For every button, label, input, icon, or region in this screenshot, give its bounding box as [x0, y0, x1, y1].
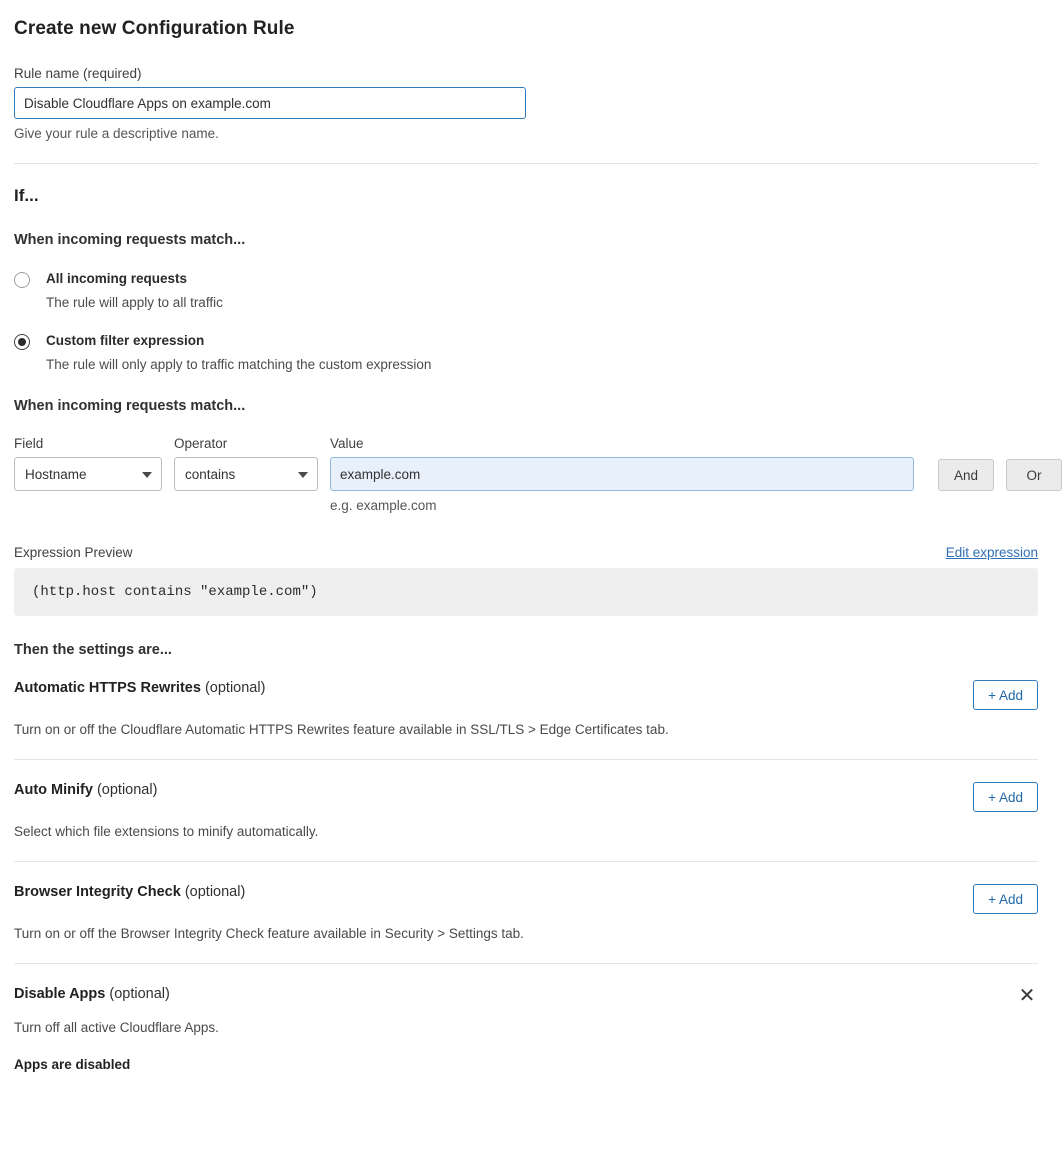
- value-column: [330, 436, 914, 513]
- setting-name-text: Browser Integrity Check: [14, 884, 181, 900]
- setting-optional-text: (optional): [184, 884, 246, 900]
- radio-all-incoming-requests[interactable]: [14, 270, 1038, 310]
- page-title: Create new Configuration Rule: [14, 18, 295, 39]
- setting-title: [14, 680, 265, 696]
- setting-browser-integrity-check: [14, 862, 1038, 941]
- setting-description: Turn on or off the Cloudflare Automatic HTTPS Rewrites feature available in SSL/TLS > Edge Certificates tab.: [14, 722, 669, 737]
- setting-description: Select which file extensions to minify automatically.: [14, 824, 319, 839]
- radio-custom-filter-expression[interactable]: [14, 332, 1038, 372]
- setting-title: [14, 782, 157, 798]
- section-divider: [14, 163, 1038, 164]
- radio-custom-desc: The rule will only apply to traffic matching the custom expression: [46, 357, 432, 372]
- add-setting-button[interactable]: + Add: [973, 884, 1038, 914]
- radio-custom-label: Custom filter expression: [46, 333, 205, 348]
- value-label: Value: [330, 436, 364, 451]
- setting-disable-apps: [14, 964, 1038, 1072]
- radio-all-label: All incoming requests: [46, 271, 188, 286]
- then-section-title: Then the settings are...: [14, 642, 172, 658]
- match-heading: When incoming requests match...: [14, 232, 246, 248]
- field-label: Field: [14, 436, 44, 451]
- setting-title: [14, 986, 170, 1002]
- setting-name-text: Disable Apps: [14, 986, 106, 1002]
- builder-heading: When incoming requests match...: [14, 398, 246, 414]
- if-section-title: If...: [14, 186, 39, 205]
- status-badge: Apps are disabled: [14, 1057, 131, 1072]
- edit-expression-link[interactable]: Edit expression: [945, 545, 1038, 560]
- rule-name-label: Rule name (required): [14, 66, 142, 81]
- setting-name-text: Automatic HTTPS Rewrites: [14, 680, 201, 696]
- setting-optional-text: (optional): [204, 680, 266, 696]
- setting-auto-minify: [14, 760, 1038, 839]
- setting-description: Turn on or off the Browser Integrity Check feature available in Security > Settings tab.: [14, 926, 524, 941]
- expression-preview-label: Expression Preview: [14, 545, 133, 560]
- expression-preview-header: [14, 545, 1038, 560]
- field-column: [14, 436, 162, 491]
- or-button[interactable]: Or: [1006, 459, 1062, 491]
- chevron-down-icon: [142, 472, 152, 478]
- operator-select[interactable]: [174, 457, 318, 491]
- expression-builder: [14, 436, 1042, 513]
- setting-automatic-https-rewrites: [14, 658, 1038, 737]
- operator-column: [174, 436, 318, 491]
- radio-all-desc: The rule will apply to all traffic: [46, 295, 223, 310]
- rule-name-group: [14, 66, 1038, 141]
- rule-name-input[interactable]: [14, 87, 526, 119]
- expression-preview-box: (http.host contains "example.com"): [14, 568, 1038, 616]
- setting-optional-text: (optional): [96, 782, 158, 798]
- operator-select-value: contains: [185, 466, 236, 482]
- add-setting-button[interactable]: + Add: [973, 680, 1038, 710]
- setting-title: [14, 884, 245, 900]
- add-setting-button[interactable]: + Add: [973, 782, 1038, 812]
- rule-name-help: Give your rule a descriptive name.: [14, 126, 219, 141]
- value-input[interactable]: [330, 457, 914, 491]
- setting-optional-text: (optional): [109, 986, 170, 1002]
- chevron-down-icon: [298, 472, 308, 478]
- close-icon[interactable]: ✕: [1018, 985, 1036, 1007]
- radio-icon-unchecked[interactable]: [14, 272, 30, 288]
- setting-name-text: Auto Minify: [14, 782, 93, 798]
- value-help: e.g. example.com: [330, 498, 437, 513]
- field-select[interactable]: [14, 457, 162, 491]
- operator-label: Operator: [174, 436, 228, 451]
- setting-description: Turn off all active Cloudflare Apps.: [14, 1020, 219, 1035]
- field-select-value: Hostname: [25, 466, 87, 482]
- and-button[interactable]: And: [938, 459, 994, 491]
- radio-icon-checked[interactable]: [14, 334, 30, 350]
